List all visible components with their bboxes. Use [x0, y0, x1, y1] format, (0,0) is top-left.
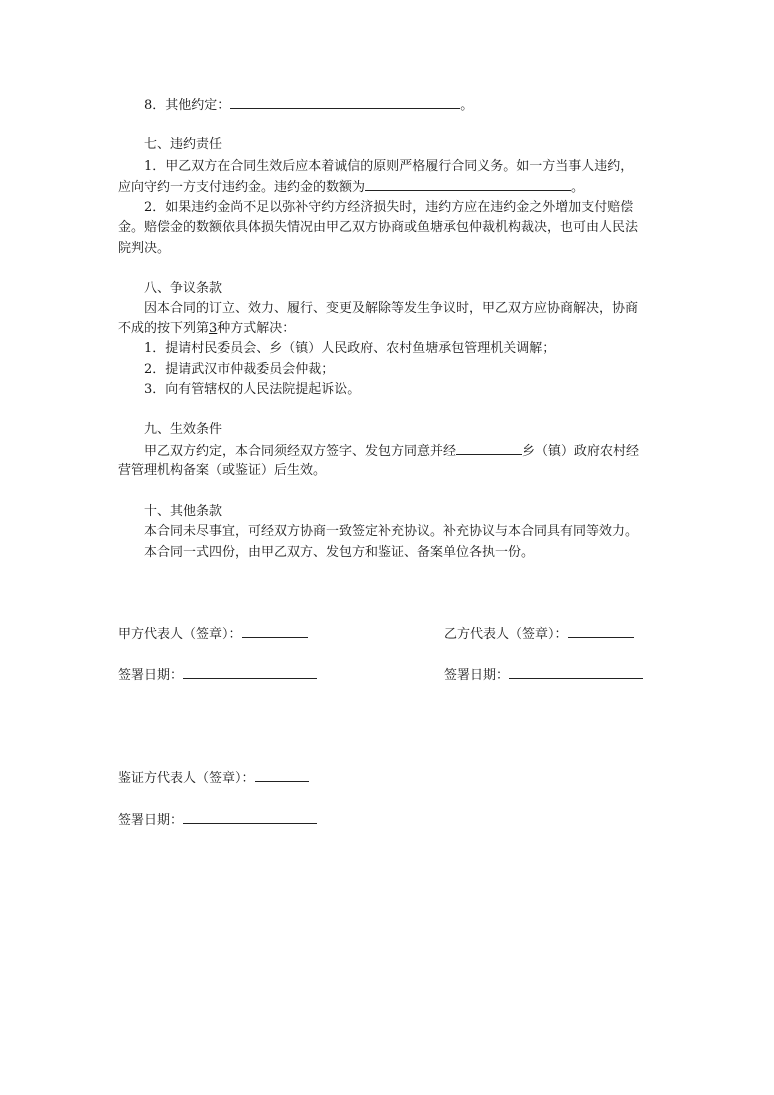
section-7-p2-line3: 院判决。	[118, 241, 171, 256]
party-a-date-blank[interactable]	[183, 666, 317, 679]
section-7-p2-line2: 金。赔偿金的数额依具体损失情况由甲乙双方协商或鱼塘承包仲裁机构裁决，也可由人民法	[118, 220, 639, 235]
verifier-signature	[118, 769, 309, 787]
section-8-intro-line2	[118, 320, 295, 337]
party-b-date-label: 签署日期：	[444, 668, 510, 683]
verifier-rep-label: 鉴证方代表人（签章）：	[118, 771, 255, 786]
section-7-p1-tail: 。	[571, 180, 585, 195]
verifier-signature-blank[interactable]	[255, 769, 309, 782]
party-a-signature-blank[interactable]	[242, 625, 308, 638]
section-7-p2-line1: 2．如果违约金尚不足以弥补守约方经济损失时，违约方应在违约金之外增加支付赔偿	[144, 200, 634, 215]
party-b-signature	[444, 625, 634, 643]
clause-8-blank[interactable]	[230, 96, 460, 109]
section-9-line1	[144, 442, 639, 460]
party-a-date	[118, 666, 317, 684]
party-a-rep-label: 甲方代表人（签章）：	[118, 627, 242, 642]
section-8-option-3: 3．向有管辖权的人民法院提起诉讼。	[144, 382, 361, 397]
section-8-option-2: 2．提请武汉市仲裁委员会仲裁；	[144, 362, 335, 377]
section-9-post: 乡（镇）政府农村经	[522, 444, 640, 459]
section-7-p1-line2	[118, 178, 584, 196]
penalty-amount-blank[interactable]	[365, 178, 571, 191]
section-9-pre: 甲乙双方约定，本合同须经双方签字、发包方同意并经	[144, 444, 457, 459]
party-a-signature	[118, 625, 308, 643]
section-8-option-1: 1．提请村民委员会、乡（镇）人民政府、农村鱼塘承包管理机关调解；	[144, 341, 556, 356]
party-a-date-label: 签署日期：	[118, 668, 184, 683]
township-blank[interactable]	[456, 442, 522, 455]
section-8-intro-pre: 不成的按下列第	[118, 321, 210, 336]
section-9-title: 九、生效条件	[144, 422, 223, 437]
party-b-rep-label: 乙方代表人（签章）：	[444, 627, 568, 642]
verifier-date-blank[interactable]	[183, 811, 317, 824]
section-8-intro-line1: 因本合同的订立、效力、履行、变更及解除等发生争议时，甲乙双方应协商解决，协商	[144, 301, 639, 316]
section-7-p1-line1: 1．甲乙双方在合同生效后应本着诚信的原则严格履行合同义务。如一方当事人违约，	[144, 159, 634, 174]
verifier-date-label: 签署日期：	[118, 813, 184, 828]
party-b-date	[444, 666, 643, 684]
clause-8-tail: 。	[460, 98, 474, 113]
dispute-choice: 3	[209, 321, 218, 336]
section-8-title: 八、争议条款	[144, 281, 223, 296]
party-b-date-blank[interactable]	[509, 666, 643, 679]
section-10-p2: 本合同一式四份，由甲乙双方、发包方和鉴证、备案单位各执一份。	[144, 545, 535, 560]
clause-8	[144, 96, 473, 114]
section-7-p1-text: 应向守约一方支付违约金。违约金的数额为	[118, 180, 366, 195]
clause-8-label: 8．其他约定：	[144, 98, 231, 113]
section-8-intro-post: 种方式解决：	[217, 321, 296, 336]
section-9-line2: 营管理机构备案（或鉴证）后生效。	[118, 463, 327, 478]
section-10-title: 十、其他条款	[144, 504, 223, 519]
party-b-signature-blank[interactable]	[568, 625, 634, 638]
verifier-date	[118, 811, 317, 829]
section-7-title: 七、违约责任	[144, 137, 223, 152]
section-10-p1: 本合同未尽事宜，可经双方协商一致签定补充协议。补充协议与本合同具有同等效力。	[144, 524, 639, 539]
